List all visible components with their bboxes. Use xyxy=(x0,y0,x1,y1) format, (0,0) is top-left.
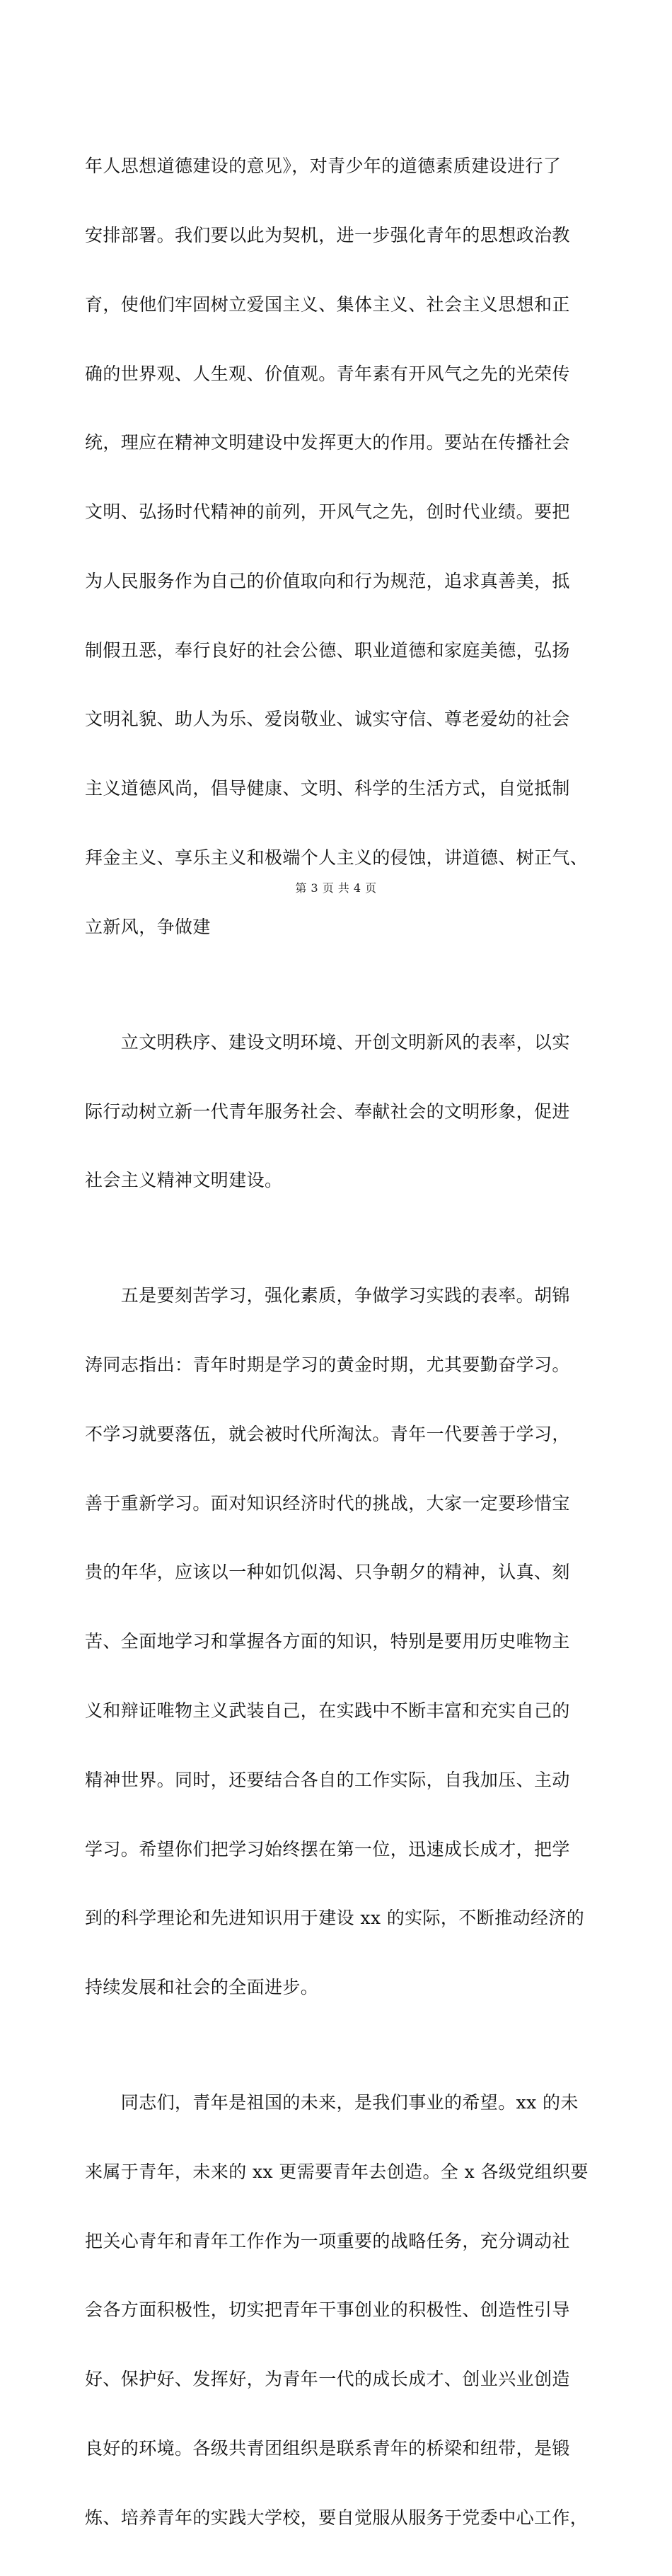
document-body xyxy=(85,109,594,2576)
text-line: 拜金主义、享乐主义和极端个人主义的侵蚀，讲道德、树正气、 xyxy=(85,847,589,868)
text-line: 不学习就要落伍，就会被时代所淘汰。青年一代要善于学习， xyxy=(85,1423,570,1444)
text-line: 育，使他们牢固树立爱国主义、集体主义、社会主义思想和正 xyxy=(85,294,570,315)
text-line: 苦、全面地学习和掌握各方面的知识，特别是要用历史唯物主 xyxy=(85,1631,570,1652)
text-line: 义和辩证唯物主义武装自己，在实践中不断丰富和充实自己的 xyxy=(85,1700,570,1721)
text-line: 立文明秩序、建设文明环境、开创文明新风的表率，以实 xyxy=(85,1031,570,1052)
paragraph-2 xyxy=(85,985,594,1239)
text-line: 把关心青年和青年工作作为一项重要的战略任务，充分调动社 xyxy=(85,2230,570,2251)
text-line: 安排部署。我们要以此为契机，进一步强化青年的思想政治教 xyxy=(85,224,570,245)
text-line: 确的世界观、人生观、价值观。青年素有开风气之先的光荣传 xyxy=(85,363,570,384)
text-line: 贵的年华，应该以一种如饥似渴、只争朝夕的精神，认真、刻 xyxy=(85,1562,570,1583)
text-line: 良好的环境。各级共青团组织是联系青年的桥梁和纽带，是锻 xyxy=(85,2437,570,2459)
text-line: 为人民服务作为自己的价值取向和行为规范，追求真善美，抵 xyxy=(85,570,570,591)
text-line: 年人思想道德建设的意见》，对青少年的道德素质建设进行了 xyxy=(85,156,562,177)
text-line: 际行动树立新一代青年服务社会、奉献社会的文明形象，促进 xyxy=(85,1101,570,1122)
text-line: 制假丑恶，奉行良好的社会公德、职业道德和家庭美德，弘扬 xyxy=(85,639,570,661)
text-line: 五是要刻苦学习，强化素质，争做学习实践的表率。胡锦 xyxy=(85,1285,570,1306)
text-line: 文明礼貌、助人为乐、爱岗敬业、诚实守信、尊老爱幼的社会 xyxy=(85,709,570,730)
text-line: 持续发展和社会的全面进步。 xyxy=(85,1977,319,1998)
paragraph-3 xyxy=(85,1238,594,2046)
paragraph-4 xyxy=(85,2046,594,2576)
text-line: 来属于青年，未来的 xx 更需要青年去创造。全 x 各级党组织要 xyxy=(85,2161,589,2182)
text-line: 立新风，争做建 xyxy=(85,916,211,937)
text-line: 学习。希望你们把学习始终摆在第一位，迅速成长成才，把学 xyxy=(85,1838,570,1860)
text-line: 涛同志指出：青年时期是学习的黄金时期，尤其要勤奋学习。 xyxy=(85,1354,570,1376)
text-line: 到的科学理论和先进知识用于建设 xx 的实际，不断推动经济的 xyxy=(85,1908,585,1929)
text-line: 社会主义精神文明建设。 xyxy=(85,1170,283,1191)
text-line: 主义道德风尚，倡导健康、文明、科学的生活方式，自觉抵制 xyxy=(85,778,570,799)
text-line: 统，理应在精神文明建设中发挥更大的作用。要站在传播社会 xyxy=(85,432,570,453)
text-line: 炼、培养青年的实践大学校，要自觉服从服务于党委中心工作， xyxy=(85,2507,589,2528)
text-line: 文明、弘扬时代精神的前列，开风气之先，创时代业绩。要把 xyxy=(85,501,570,523)
page-footer: 第 3 页 共 4 页 xyxy=(295,881,377,895)
paragraph-1 xyxy=(85,109,594,985)
text-line: 同志们，青年是祖国的未来，是我们事业的希望。xx 的未 xyxy=(85,2092,579,2113)
text-line: 精神世界。同时，还要结合各自的工作实际，自我加压、主动 xyxy=(85,1769,570,1790)
text-line: 善于重新学习。面对知识经济时代的挑战，大家一定要珍惜宝 xyxy=(85,1492,570,1514)
text-line: 好、保护好、发挥好，为青年一代的成长成才、创业兴业创造 xyxy=(85,2369,570,2390)
text-line: 会各方面积极性，切实把青年干事创业的积极性、创造性引导 xyxy=(85,2299,570,2321)
